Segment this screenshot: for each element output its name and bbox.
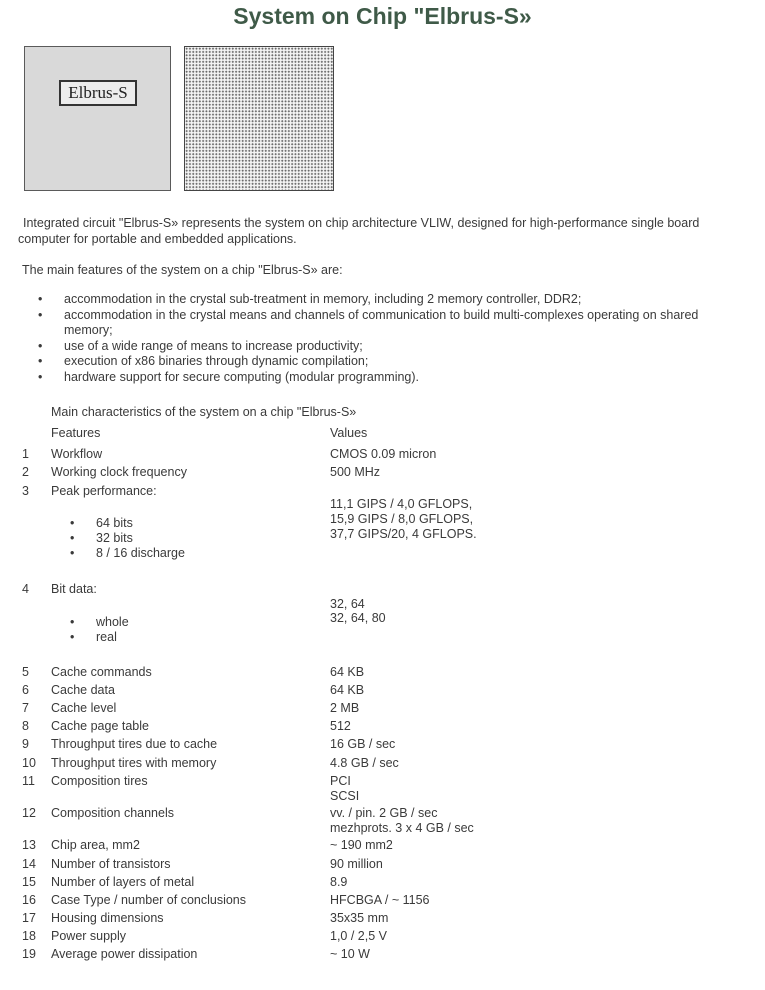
row-feature: Power supply <box>51 929 127 943</box>
row-feature: Housing dimensions <box>51 911 164 925</box>
row-number: 12 <box>22 806 36 820</box>
row-value: CMOS 0.09 micron <box>330 447 437 461</box>
row-feature: Cache commands <box>51 665 152 679</box>
row-feature: Composition channels <box>51 806 174 820</box>
row-feature: Composition tires <box>51 774 148 788</box>
row-feature: Peak performance: <box>51 484 157 498</box>
row-value: ~ 10 W <box>330 947 370 961</box>
row-number: 2 <box>22 465 29 479</box>
list-item: • use of a wide range of means to increase productivity; <box>24 339 724 355</box>
sub-item: • 32 bits <box>70 531 133 545</box>
page-title: System on Chip "Elbrus-S» <box>233 3 532 29</box>
row-number: 5 <box>22 665 29 679</box>
row-feature: Working clock frequency <box>51 465 187 479</box>
table-header-values: Values <box>330 426 368 440</box>
row-number: 10 <box>22 756 36 770</box>
intro-paragraph: Integrated circuit "Elbrus-S» represents the system on chip architecture VLIW, designed for high-performance single board computer for portable and embedded applications. <box>18 216 700 246</box>
list-item: • execution of x86 binaries through dynamic compilation; <box>24 354 724 370</box>
row-value: PCI <box>330 774 351 788</box>
row-value: 15,9 GIPS / 8,0 GFLOPS, <box>330 512 474 526</box>
row-feature: Average power dissipation <box>51 947 198 961</box>
row-value: 16 GB / sec <box>330 737 396 751</box>
table-header-features: Features <box>51 426 101 440</box>
row-value: SCSI <box>330 789 360 803</box>
row-number: 11 <box>22 774 35 788</box>
sub-item: • whole <box>70 615 129 629</box>
row-value: 32, 64 <box>330 597 365 611</box>
row-number: 14 <box>22 857 36 871</box>
row-value: 2 MB <box>330 701 360 715</box>
row-number: 6 <box>22 683 29 697</box>
features-list <box>24 292 724 385</box>
row-value: 8.9 <box>330 875 348 889</box>
row-feature: Workflow <box>51 447 103 461</box>
row-number: 17 <box>22 911 36 925</box>
row-value: vv. / pin. 2 GB / sec <box>330 806 438 820</box>
row-number: 13 <box>22 838 36 852</box>
row-number: 3 <box>22 484 29 498</box>
row-number: 16 <box>22 893 36 907</box>
row-number: 9 <box>22 737 29 751</box>
row-value: ~ 190 mm2 <box>330 838 393 852</box>
row-number: 1 <box>22 447 29 461</box>
row-feature: Cache page table <box>51 719 149 733</box>
row-number: 8 <box>22 719 29 733</box>
chip-top-image <box>24 46 171 191</box>
row-feature: Case Type / number of conclusions <box>51 893 247 907</box>
sub-item: • 8 / 16 discharge <box>70 546 185 560</box>
row-number: 7 <box>22 701 29 715</box>
row-number: 18 <box>22 929 36 943</box>
row-value: 512 <box>330 719 351 733</box>
sub-item: • 64 bits <box>70 516 133 530</box>
row-value: 64 KB <box>330 683 365 697</box>
sub-item: • real <box>70 630 117 644</box>
row-feature: Number of transistors <box>51 857 171 871</box>
row-number: 15 <box>22 875 36 889</box>
list-item: • accommodation in the crystal means and channels of communication to build multi-complexes operating on shared memory; <box>24 308 724 339</box>
row-feature: Throughput tires due to cache <box>51 737 218 751</box>
row-value: mezhprots. 3 x 4 GB / sec <box>330 821 474 835</box>
features-intro: The main features of the system on a chip "Elbrus-S» are: <box>22 263 343 277</box>
chip-label: Elbrus-S <box>59 80 137 106</box>
chip-ball-grid-image <box>184 46 334 191</box>
row-number: 4 <box>22 582 29 596</box>
list-item: • hardware support for secure computing (modular programming). <box>24 370 724 386</box>
row-feature: Cache data <box>51 683 115 697</box>
row-value: 1,0 / 2,5 V <box>330 929 387 943</box>
list-item: • accommodation in the crystal sub-treatment in memory, including 2 memory controller, DDR2; <box>24 292 724 308</box>
row-value: 64 KB <box>330 665 365 679</box>
row-value: 500 MHz <box>330 465 381 479</box>
row-feature: Chip area, mm2 <box>51 838 140 852</box>
row-value: 90 million <box>330 857 383 871</box>
row-number: 19 <box>22 947 36 961</box>
row-feature: Bit data: <box>51 582 97 596</box>
row-feature: Cache level <box>51 701 117 715</box>
row-value: 4.8 GB / sec <box>330 756 399 770</box>
row-feature: Throughput tires with memory <box>51 756 217 770</box>
row-value: HFCBGA / ~ 1156 <box>330 893 430 907</box>
row-value: 35x35 mm <box>330 911 389 925</box>
row-value: 11,1 GIPS / 4,0 GFLOPS, <box>330 497 473 511</box>
row-value: 37,7 GIPS/20, 4 GFLOPS. <box>330 527 477 541</box>
row-feature: Number of layers of metal <box>51 875 195 889</box>
table-caption: Main characteristics of the system on a chip "Elbrus-S» <box>51 405 357 419</box>
row-value: 32, 64, 80 <box>330 611 386 625</box>
